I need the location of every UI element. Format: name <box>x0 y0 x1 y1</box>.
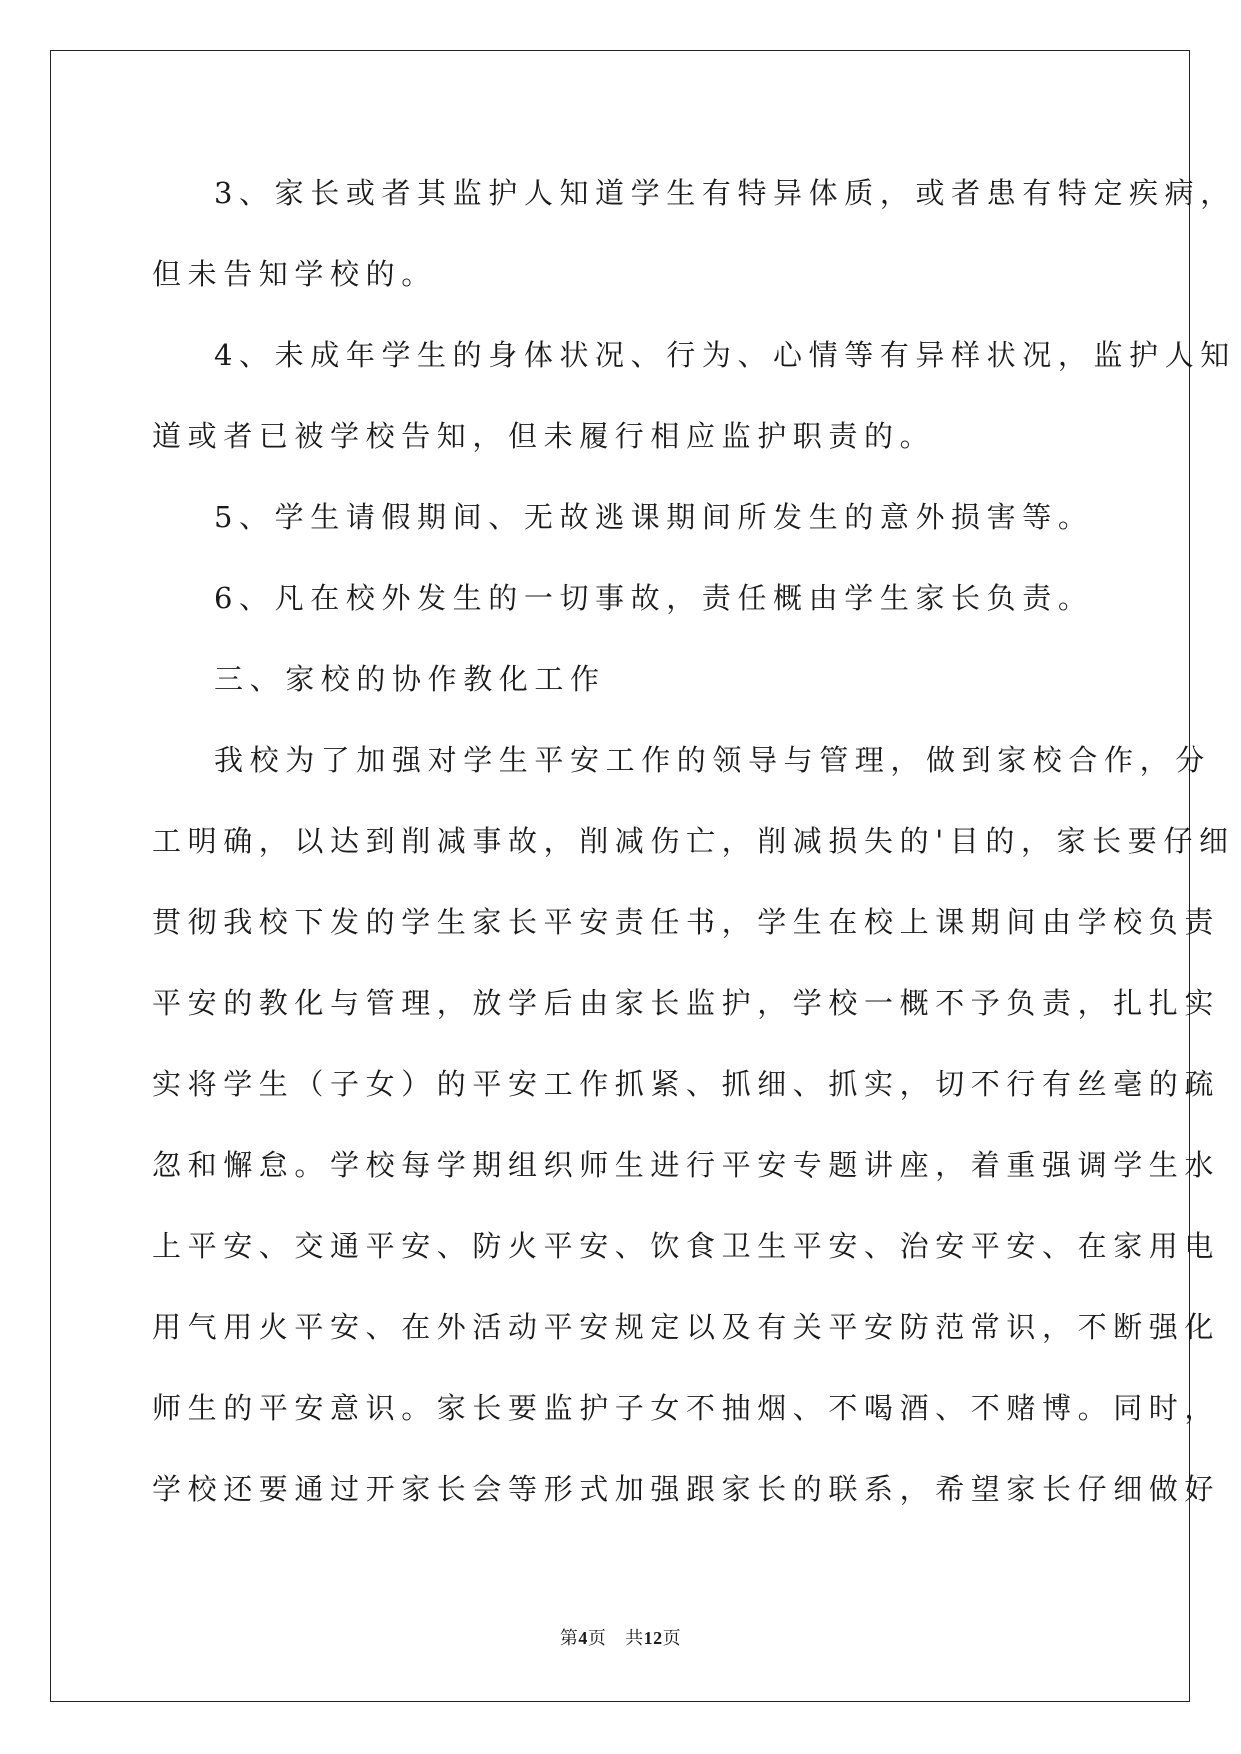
section-heading: 三、家校的协作教化工作 <box>214 662 606 696</box>
body-line-6: 6、凡在校外发生的一切事故，责任概由学生家长负责。 <box>214 581 1094 615</box>
footer-total-pages: 12 <box>643 1628 663 1648</box>
footer-total-prefix: 共 <box>625 1628 644 1649</box>
body-line-3: 4、未成年学生的身体状况、行为、心情等有异样状况，监护人知 <box>214 338 1236 372</box>
body-line-2: 但未告知学校的。 <box>152 257 437 291</box>
page-border <box>50 50 1190 1702</box>
body-line-16: 师生的平安意识。家长要监护子女不抽烟、不喝酒、不赌博。同时， <box>152 1391 1221 1425</box>
body-line-17: 学校还要通过开家长会等形式加强跟家长的联系，希望家长仔细做好 <box>152 1472 1221 1506</box>
body-line-5: 5、学生请假期间、无故逃课期间所发生的意外损害等。 <box>214 500 1094 534</box>
body-line-11: 平安的教化与管理，放学后由家长监护，学校一概不予负责，扎扎实 <box>152 986 1221 1020</box>
body-line-8: 我校为了加强对学生平安工作的领导与管理，做到家校合作，分 <box>214 743 1211 777</box>
body-line-13: 忽和懈怠。学校每学期组织师生进行平安专题讲座，着重强调学生水 <box>152 1148 1221 1182</box>
body-line-1: 3、家长或者其监护人知道学生有特异体质，或者患有特定疾病， <box>214 176 1236 210</box>
body-line-10: 贯彻我校下发的学生家长平安责任书，学生在校上课期间由学校负责 <box>152 905 1221 939</box>
footer-total-suffix: 页 <box>662 1628 682 1649</box>
footer-prefix: 第 <box>559 1628 579 1649</box>
body-line-14: 上平安、交通平安、防火平安、饮食卫生平安、治安平安、在家用电 <box>152 1229 1221 1263</box>
page-footer <box>0 1626 1241 1651</box>
body-line-12: 实将学生（子女）的平安工作抓紧、抓细、抓实，切不行有丝毫的疏 <box>152 1067 1221 1101</box>
footer-current-page: 4 <box>578 1628 588 1648</box>
body-line-9: 工明确，以达到削减事故，削减伤亡，削减损失的'目的，家长要仔细 <box>152 824 1235 858</box>
body-line-15: 用气用火平安、在外活动平安规定以及有关平安防范常识，不断强化 <box>152 1310 1221 1344</box>
footer-page-suffix: 页 <box>587 1628 607 1649</box>
body-line-4: 道或者已被学校告知，但未履行相应监护职责的。 <box>152 419 936 453</box>
